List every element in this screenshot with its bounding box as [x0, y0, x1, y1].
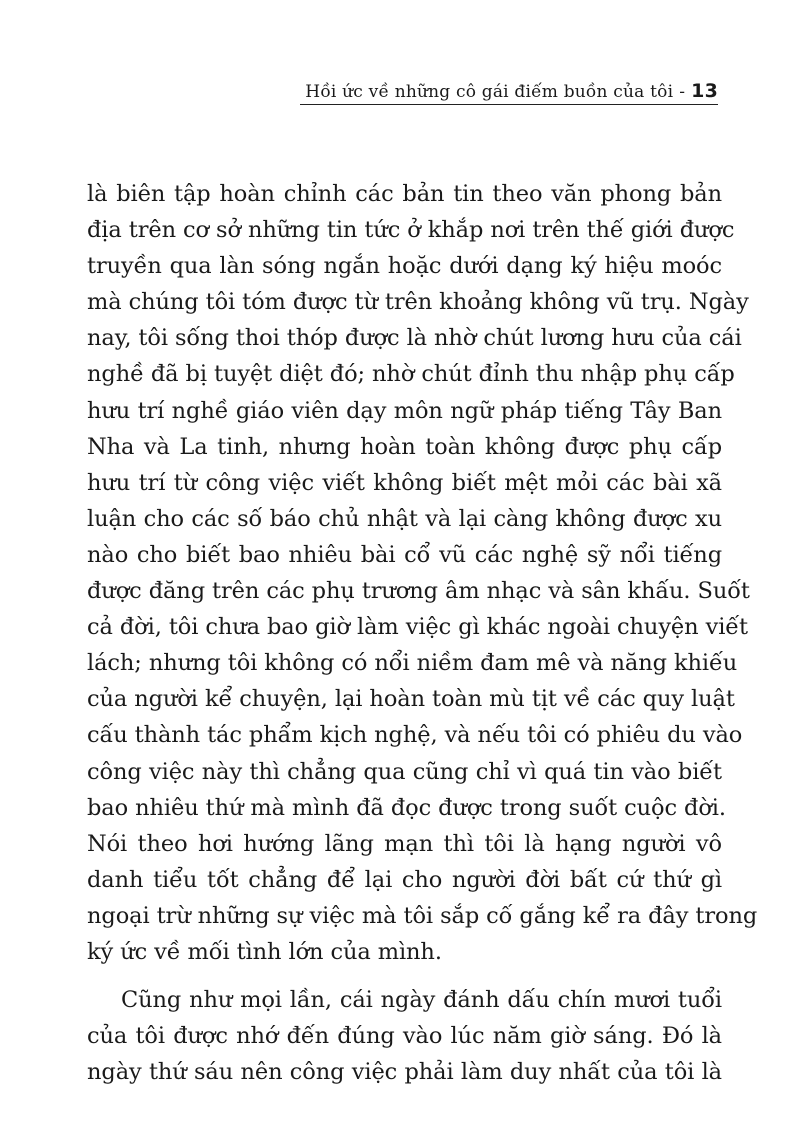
text-line: là biên tập hoàn chỉnh các bản tin theo văn phong bản	[87, 181, 722, 207]
text-line: Cũng như mọi lần, cái ngày đánh dấu chín mươi tuổi	[121, 987, 722, 1014]
paragraph-gap	[87, 970, 722, 982]
running-header	[300, 74, 718, 105]
text-line: lách; nhưng tôi không có nổi niềm đam mê và năng khiếu	[87, 650, 738, 677]
text-line: nay, tôi sống thoi thóp được là nhờ chút lương hưu của cái	[87, 325, 742, 352]
text-line: ngày thứ sáu nên công việc phải làm duy nhất của tôi là	[87, 1059, 722, 1086]
body-text	[87, 176, 758, 1090]
text-line: Nói theo hơi hướng lãng mạn thì tôi là hạng người vô	[87, 830, 722, 857]
text-line: hưu trí nghề giáo viên dạy môn ngữ pháp tiếng Tây Ban	[87, 397, 722, 424]
running-title: Hồi ức về những cô gái điếm buồn của tôi	[305, 82, 674, 102]
text-line: nghề đã bị tuyệt diệt đó; nhờ chút đỉnh thu nhập phụ cấp	[87, 361, 735, 388]
text-line: ngoại trừ những sự việc mà tôi sắp cố gắng kể ra đây trong	[87, 902, 758, 929]
text-line: cấu thành tác phẩm kịch nghệ, và nếu tôi có phiêu du vào	[87, 722, 743, 749]
page-number: 13	[691, 80, 718, 102]
text-line: hưu trí từ công việc viết không biết mệt mỏi các bài xã	[87, 469, 722, 496]
header-separator: -	[679, 82, 686, 102]
text-line: địa trên cơ sở những tin tức ở khắp nơi trên thế giới được	[87, 217, 735, 244]
text-line: cả đời, tôi chưa bao giờ làm việc gì khác ngoài chuyện viết	[87, 614, 748, 641]
text-line: của người kể chuyện, lại hoàn toàn mù tịt về các quy luật	[87, 686, 735, 713]
text-line: của tôi được nhớ đến đúng vào lúc năm giờ sáng. Đó là	[87, 1023, 722, 1050]
text-line: danh tiểu tốt chẳng để lại cho người đời bất cứ thứ gì	[87, 866, 722, 893]
text-line: ký ức về mối tình lớn của mình.	[87, 938, 442, 965]
text-line: truyền qua làn sóng ngắn hoặc dưới dạng ký hiệu moóc	[87, 253, 722, 280]
text-line: công việc này thì chẳng qua cũng chỉ vì quá tin vào biết	[87, 758, 722, 785]
paragraph	[87, 982, 722, 1090]
text-line: nào cho biết bao nhiêu bài cổ vũ các nghệ sỹ nổi tiếng	[87, 541, 722, 568]
text-line: bao nhiêu thứ mà mình đã đọc được trong suốt cuộc đời.	[87, 794, 726, 821]
text-line: được đăng trên các phụ trương âm nhạc và sân khấu. Suốt	[87, 578, 750, 605]
paragraph	[87, 176, 758, 970]
text-line: mà chúng tôi tóm được từ trên khoảng không vũ trụ. Ngày	[87, 289, 749, 316]
text-line: luận cho các số báo chủ nhật và lại càng không được xu	[87, 505, 722, 532]
text-line: Nha và La tinh, nhưng hoàn toàn không được phụ cấp	[87, 433, 722, 460]
